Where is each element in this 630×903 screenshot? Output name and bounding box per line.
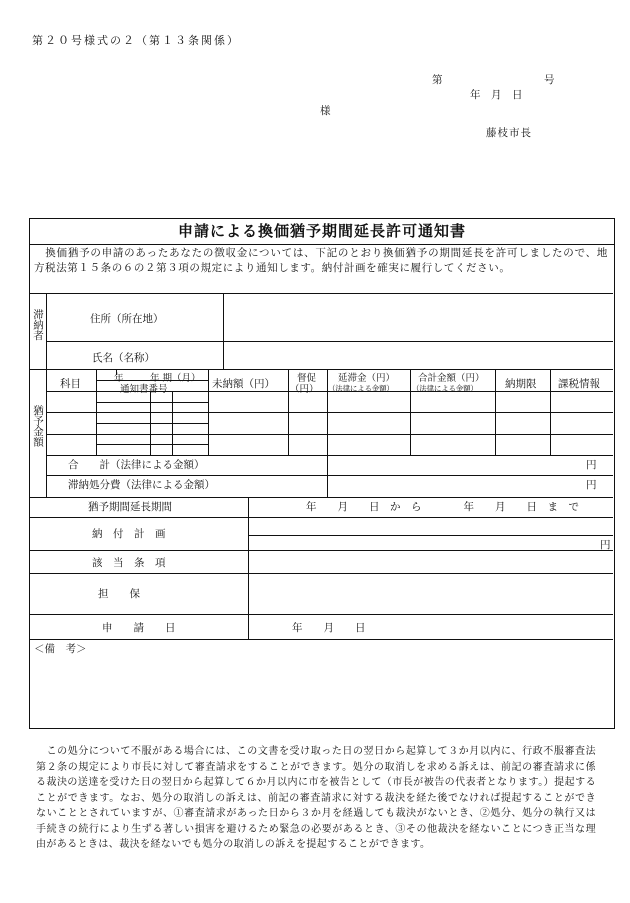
collateral-label: 担 保	[98, 588, 140, 600]
taxpayer-section-label: 滞納者	[32, 309, 44, 341]
disposal-fee-unit: 円	[586, 479, 597, 491]
col-year: 年	[114, 373, 124, 384]
applicable-clause-label: 該 当 条 項	[92, 557, 166, 569]
document-number-prefix: 第	[432, 74, 443, 86]
col-late-fee: 延滞金（円）	[338, 373, 396, 384]
appeal-notice: この処分について不服がある場合には、この文書を受け取った日の翌日から起算して３か月以内に、行政不服審査法第２条の規定により市長に対して審査請求をすることができます。処分の取消しを求める訴えは、前記の審査請求に係る裁決の送達を受けた日の翌日から起算して６か月以内に市を被告として（市長が被告の代表者となります。）提起することができます。なお、処分の取消しの訴えは、前記の審査請求に対する裁決を経た後でなければ提起することができないこととされていますが、①審査請求があった日から３か月を経過しても裁決がないとき、②処分、処分の執行又は手続きの続行により生ずる著しい損害を避けるため緊急の必要があるとき、③その他裁決を経ないことにつき正当な理由があるときは、裁決を経ないでも処分の取消しの訴えを提起することができます。	[36, 746, 596, 850]
document-number-suffix: 号	[544, 74, 555, 86]
notice-form	[29, 218, 615, 729]
addressee-suffix: 様	[320, 105, 331, 117]
intro-text: 換価猶予の申請のあったあなたの徴収金については、下記のとおり換価猶予の期間延長を許可しましたので、地方税法第１５条の６の２第３項の規定により通知します。納付計画を確実に履行してください。	[34, 247, 608, 274]
application-date-label: 申 請 日	[102, 622, 176, 634]
col-demand: 督促	[297, 373, 317, 384]
application-date-value: 年 月 日	[292, 622, 366, 634]
total-label: 合 計（法律による金額）	[68, 459, 205, 471]
col-tax-info: 課税情報	[558, 378, 600, 390]
col-unpaid: 未納額（円）	[212, 378, 275, 390]
col-late-fee-sub: （法律による金額）	[328, 384, 394, 393]
col-total-sub: （法律による金額）	[412, 384, 478, 393]
col-notice-number: 通知書番号	[120, 384, 168, 395]
disposal-fee-label: 滞納処分費（法律による金額）	[68, 479, 215, 491]
name-label: 氏名（名称）	[92, 352, 155, 364]
payment-plan-unit: 円	[600, 539, 611, 551]
address-field[interactable]	[230, 297, 605, 339]
col-due-date: 納期限	[505, 378, 537, 390]
name-field[interactable]	[230, 343, 605, 367]
address-label: 住所（所在地）	[90, 313, 164, 325]
issue-date: 年 月 日	[470, 89, 523, 101]
extension-period-value: 年 月 日 か ら 年 月 日 ま で	[306, 501, 579, 513]
issuer-name: 藤枝市長	[486, 127, 532, 139]
payment-plan-label: 納 付 計 画	[92, 528, 166, 540]
grace-amount-section-label: 猶予金額	[32, 405, 44, 447]
remarks-label: ＜備 考＞	[34, 643, 87, 655]
col-demand-unit: （円）	[290, 384, 319, 395]
col-term: 年 期（月）	[150, 373, 201, 384]
extension-period-label: 猶予期間延長期間	[88, 501, 172, 513]
document-title: 申請による換価猶予期間延長許可通知書	[30, 219, 614, 245]
col-item: 科目	[60, 378, 81, 390]
total-unit: 円	[586, 459, 597, 471]
form-number: 第２０号様式の２（第１３条関係）	[32, 34, 240, 47]
col-total: 合計金額（円）	[418, 373, 485, 384]
